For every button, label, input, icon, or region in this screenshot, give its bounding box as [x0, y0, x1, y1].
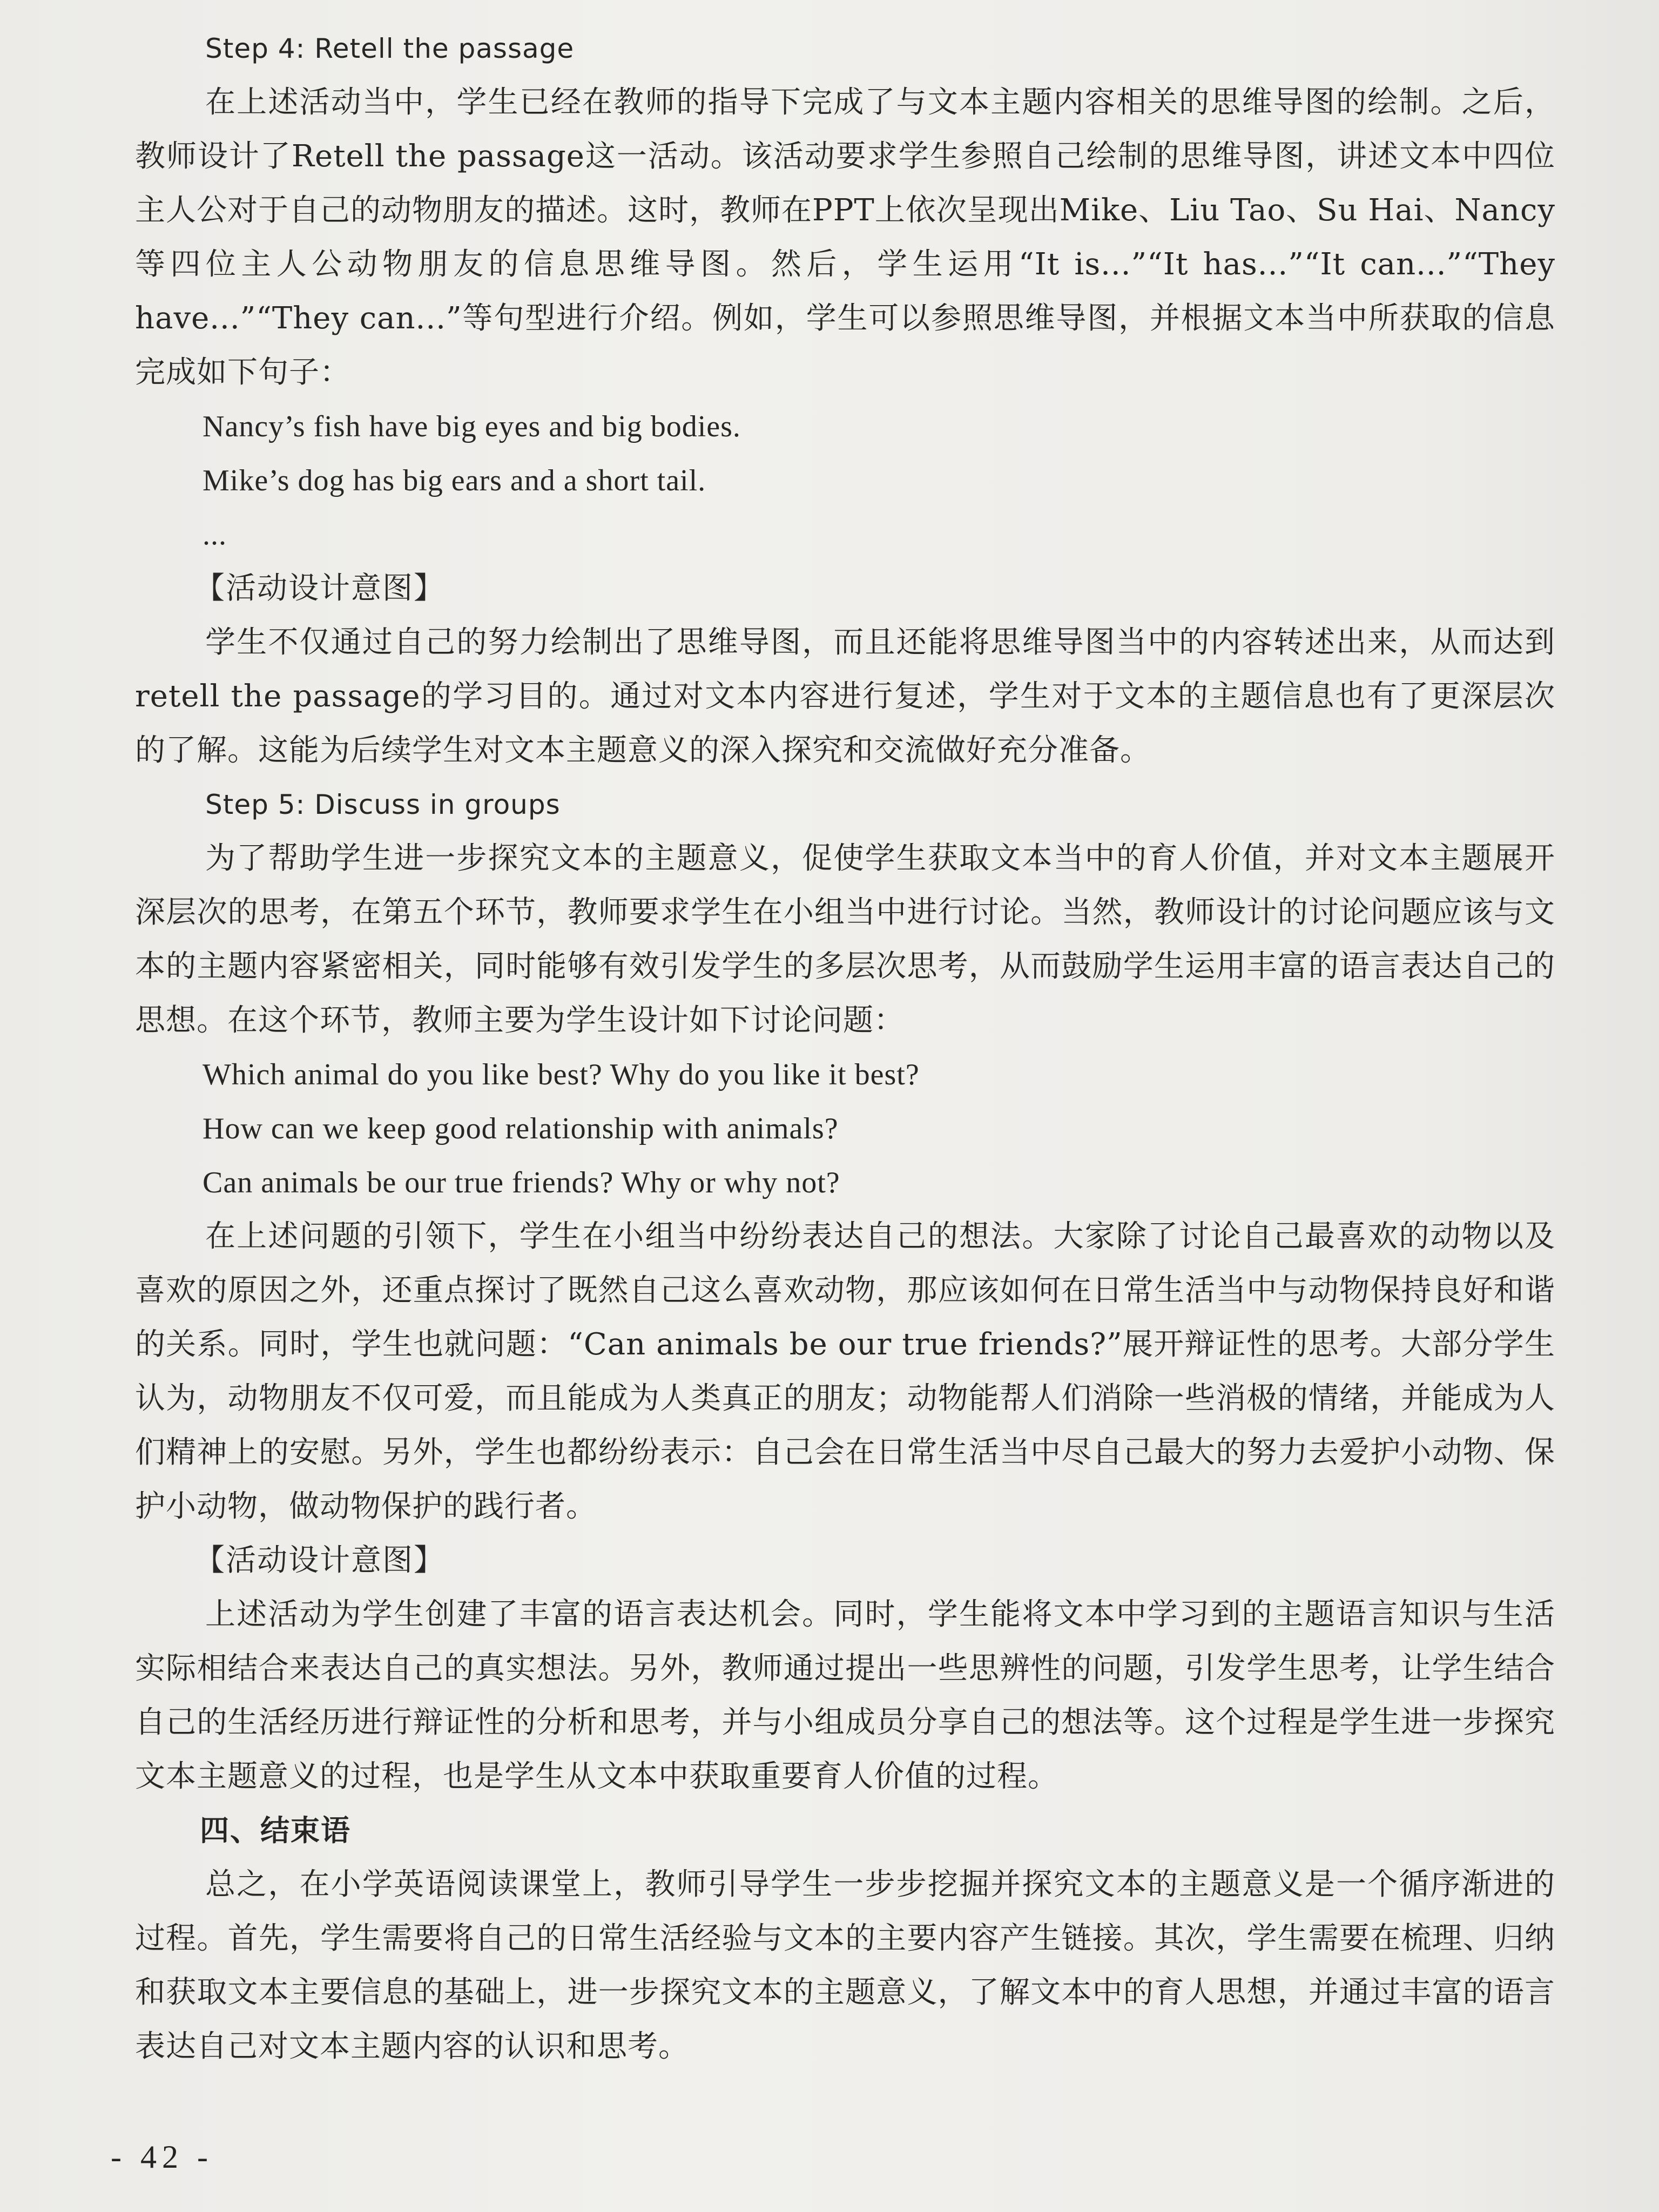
conclusion-heading: 四、结束语 — [200, 1813, 351, 1847]
page-content — [135, 22, 1555, 2074]
step5-title: Step 5: Discuss in groups — [205, 789, 561, 820]
example-sentence-1: Nancy’s fish have big eyes and big bodies. — [203, 410, 741, 443]
discussion-question-1: Which animal do you like best? Why do you like it best? — [203, 1058, 920, 1091]
example-sentence-2: Mike’s dog has big ears and a short tail. — [203, 464, 706, 497]
discussion-question-2: How can we keep good relationship with animals? — [203, 1112, 839, 1145]
example-ellipsis: ... — [203, 518, 227, 551]
discussion-question-3: Can animals be our true friends? Why or why not? — [203, 1166, 840, 1199]
page-number: - 42 - — [111, 2139, 213, 2175]
step4-intent-heading: 【活动设计意图】 — [194, 571, 445, 606]
step5-intent-heading: 【活动设计意图】 — [194, 1543, 445, 1578]
conclusion-paragraph: 总之，在小学英语阅读课堂上，教师引导学生一步步挖掘并探究文本的主题意义是一个循序渐进的过程。首先，学生需要将自己的日常生活经验与文本的主要内容产生链接。其次，学生需要在梳理、归纳和获取文本主要信息的基础上，进一步探究文本的主题意义，了解文本中的育人思想，并通过丰富的语言表达自己对文本主题内容的认识和思考。 — [135, 1867, 1555, 2064]
step4-title: Step 4: Retell the passage — [205, 33, 575, 64]
step5-discussion-paragraph: 在上述问题的引领下，学生在小组当中纷纷表达自己的想法。大家除了讨论自己最喜欢的动物以及喜欢的原因之外，还重点探讨了既然自己这么喜欢动物，那应该如何在日常生活当中与动物保持良好和谐的关系。同时，学生也就问题：“Can animals be our true friends?”展开辩证性的思考。大部分学生认为，动物朋友不仅可爱，而且能成为人类真正的朋友；动物能帮人们消除一些消极的情绪，并能成为人们精神上的安慰。另外，学生也都纷纷表示：自己会在日常生活当中尽自己最大的努力去爱护小动物、保护小动物，做动物保护的践行者。 — [135, 1219, 1555, 1524]
step5-paragraph: 为了帮助学生进一步探究文本的主题意义，促使学生获取文本当中的育人价值，并对文本主题展开深层次的思考，在第五个环节，教师要求学生在小组当中进行讨论。当然，教师设计的讨论问题应该与文本的主题内容紧密相关，同时能够有效引发学生的多层次思考，从而鼓励学生运用丰富的语言表达自己的思想。在这个环节，教师主要为学生设计如下讨论问题： — [135, 841, 1555, 1038]
step4-intent-paragraph: 学生不仅通过自己的努力绘制出了思维导图，而且还能将思维导图当中的内容转述出来，从而达到retell the passage的学习目的。通过对文本内容进行复述，学生对于文本的主题信息也有了更深层次的了解。这能为后续学生对文本主题意义的深入探究和交流做好充分准备。 — [135, 625, 1555, 768]
step5-intent-paragraph: 上述活动为学生创建了丰富的语言表达机会。同时，学生能将文本中学习到的主题语言知识与生活实际相结合来表达自己的真实想法。另外，教师通过提出一些思辨性的问题，引发学生思考，让学生结合自己的生活经历进行辩证性的分析和思考，并与小组成员分享自己的想法等。这个过程是学生进一步探究文本主题意义的过程，也是学生从文本中获取重要育人价值的过程。 — [135, 1597, 1555, 1794]
step4-paragraph: 在上述活动当中，学生已经在教师的指导下完成了与文本主题内容相关的思维导图的绘制。之后，教师设计了Retell the passage这一活动。该活动要求学生参照自己绘制的思维导图，讲述文本中四位主人公对于自己的动物朋友的描述。这时，教师在PPT上依次呈现出Mike、Liu Tao、Su Hai、Nancy等四位主人公动物朋友的信息思维导图。然后，学生运用“It is...”“It has...”“It can...”“They have...”“They can...”等句型进行介绍。例如，学生可以参照思维导图，并根据文本当中所获取的信息完成如下句子： — [135, 85, 1556, 390]
